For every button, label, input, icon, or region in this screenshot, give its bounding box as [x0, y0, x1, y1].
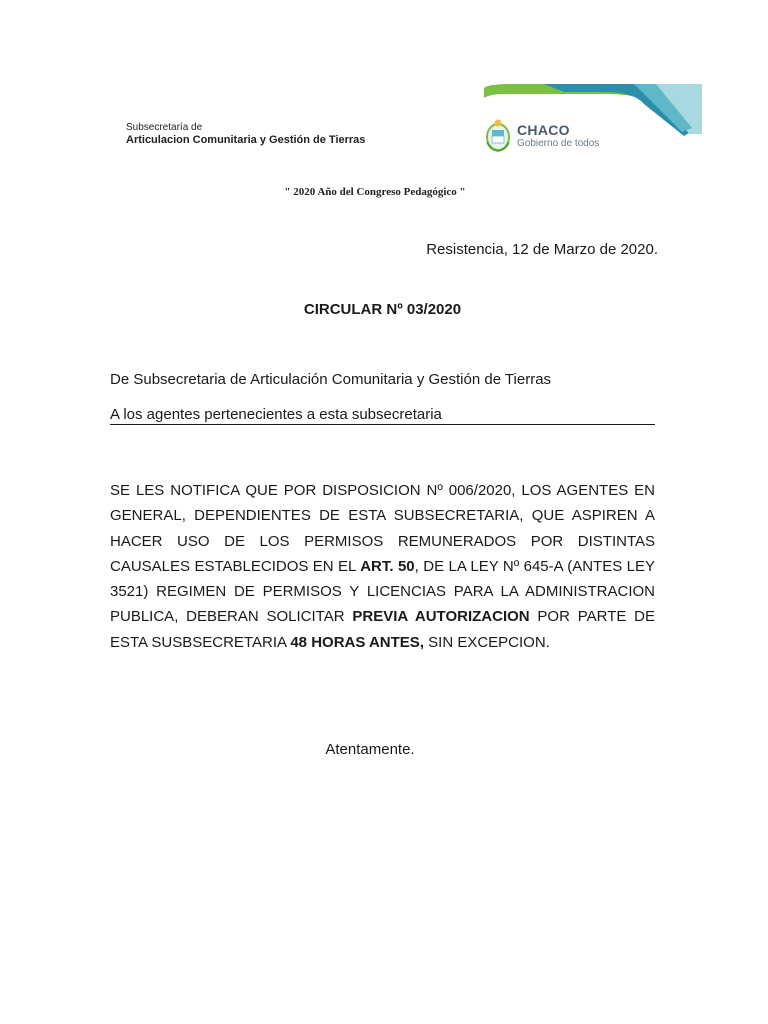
recipient-line: A los agentes pertenecientes a esta subsecretaria [110, 406, 655, 425]
chaco-seal-icon [484, 118, 512, 154]
circular-title: CIRCULAR Nº 03/2020 [303, 301, 462, 318]
closing-salutation: Atentamente. [325, 741, 415, 758]
notice-body [110, 478, 655, 655]
body-text-segment: , DE LA LEY Nº 645-A (ANTES LEY 3521) REGIMEN DE PERMISOS Y LICENCIAS PARA LA ADMINISTRACION PUBLICA, DEBERAN SOLICITAR [110, 557, 655, 626]
sender-line: De Subsecretaria de Articulación Comunitaria y Gestión de Tierras [110, 371, 552, 388]
letterhead [108, 84, 702, 208]
province-tagline: Gobierno de todos [517, 138, 600, 149]
year-motto: " 2020 Año del Congreso Pedagógico " [284, 186, 466, 198]
body-text-segment: SIN EXCEPCION. [423, 633, 550, 651]
department-name-line2: Articulacion Comunitaria y Gestión de Tierras [126, 134, 366, 146]
department-name-line1: Subsecretaría de [126, 122, 203, 133]
province-name: CHACO [517, 122, 570, 138]
place-date: Resistencia, 12 de Marzo de 2020. [426, 241, 658, 258]
body-text-segment: SE LES NOTIFICA QUE POR DISPOSICION Nº 006/2020, LOS AGENTES EN GENERAL, DEPENDIENTES DE ESTA SUBSECRETARIA, QUE ASPIREN A HACER USO DE LOS PERMISOS REMUNERADOS POR DISTINTAS CAUSALES ESTABLECIDOS EN EL [110, 482, 655, 575]
body-bold-deadline: 48 HORAS ANTES, [290, 633, 424, 651]
chaco-government-logo [484, 84, 702, 164]
body-bold-article: ART. 50 [360, 557, 415, 575]
body-bold-authorization: PREVIA AUTORIZACION [352, 608, 530, 626]
body-text-segment: POR PARTE DE ESTA SUSBSECRETARIA [110, 608, 655, 651]
